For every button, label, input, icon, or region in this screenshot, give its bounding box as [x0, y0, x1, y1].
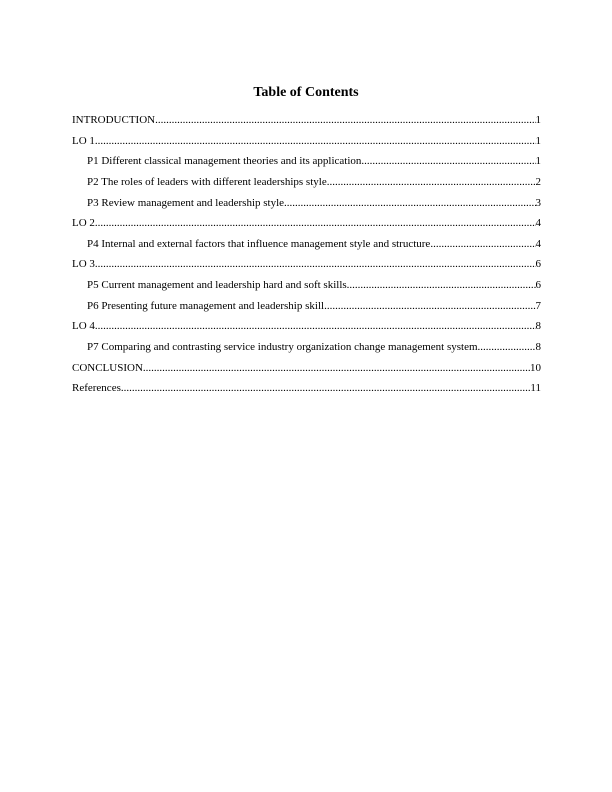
toc-entry-page-number: 10	[530, 361, 541, 374]
toc-dot-leader	[327, 175, 536, 189]
toc-entry-lo1[interactable]	[72, 134, 541, 155]
toc-dot-leader	[430, 237, 535, 251]
toc-entry-label: P4 Internal and external factors that influence management style and structure	[87, 237, 431, 250]
toc-entry-page-number: 8	[535, 341, 541, 354]
toc-entry-label: INTRODUCTION	[72, 114, 156, 126]
toc-entry-lo2[interactable]	[72, 216, 541, 237]
toc-entry-page-number: 8	[535, 320, 541, 333]
toc-dot-leader	[155, 113, 535, 127]
toc-entry-conclusion[interactable]	[72, 361, 541, 382]
toc-entry-page-number: 1	[535, 155, 541, 168]
toc-entry-p4[interactable]	[72, 237, 541, 258]
toc-entry-page-number: 3	[535, 196, 541, 209]
toc-list	[72, 113, 541, 402]
toc-entry-page-number: 11	[530, 382, 541, 395]
toc-entry-label: References	[72, 382, 121, 395]
toc-entry-label: P2 The roles of leaders with different leaderships style	[87, 175, 327, 188]
toc-dot-leader	[361, 154, 535, 168]
toc-dot-leader	[324, 299, 535, 313]
toc-entry-p7[interactable]	[72, 340, 541, 361]
toc-dot-leader	[95, 257, 536, 271]
toc-entry-label: P6 Presenting future management and leadership skill	[87, 299, 325, 312]
toc-entry-page-number: 2	[535, 175, 541, 188]
toc-entry-introduction[interactable]	[72, 113, 541, 134]
toc-entry-lo3[interactable]	[72, 257, 541, 278]
toc-dot-leader	[347, 278, 536, 292]
toc-entry-label: LO 2	[72, 217, 95, 230]
toc-entry-page-number: 6	[535, 258, 541, 271]
toc-dot-leader	[95, 319, 536, 333]
toc-entry-label: P5 Current management and leadership hard and soft skills	[87, 279, 347, 292]
toc-entry-label: P1 Different classical management theories and its application	[87, 155, 362, 168]
toc-entry-lo4[interactable]	[72, 319, 541, 340]
toc-entry-page-number: 6	[535, 279, 541, 292]
toc-entry-p1[interactable]	[72, 154, 541, 175]
toc-dot-leader	[478, 340, 536, 354]
toc-dot-leader	[284, 196, 535, 210]
toc-title: Table of Contents	[253, 85, 359, 100]
toc-entry-references[interactable]	[72, 381, 541, 402]
toc-entry-label: P3 Review management and leadership style	[87, 196, 285, 209]
toc-entry-page-number: 4	[535, 217, 541, 230]
toc-entry-p5[interactable]	[72, 278, 541, 299]
toc-entry-p6[interactable]	[72, 299, 541, 320]
toc-dot-leader	[143, 361, 530, 375]
toc-entry-page-number: 7	[535, 299, 541, 312]
toc-entry-page-number: 4	[535, 237, 541, 250]
toc-entry-label: P7 Comparing and contrasting service industry organization change management system	[87, 341, 478, 354]
toc-entry-label: LO 4	[72, 320, 95, 333]
toc-dot-leader	[121, 381, 531, 395]
toc-entry-page-number: 1	[535, 114, 541, 126]
toc-entry-label: LO 3	[72, 258, 95, 271]
toc-entry-page-number: 1	[535, 134, 541, 147]
toc-entry-label: CONCLUSION	[72, 361, 143, 374]
toc-entry-p3[interactable]	[72, 196, 541, 217]
toc-entry-label: LO 1	[72, 134, 95, 147]
toc-dot-leader	[95, 134, 536, 148]
toc-dot-leader	[95, 216, 536, 230]
toc-entry-p2[interactable]	[72, 175, 541, 196]
